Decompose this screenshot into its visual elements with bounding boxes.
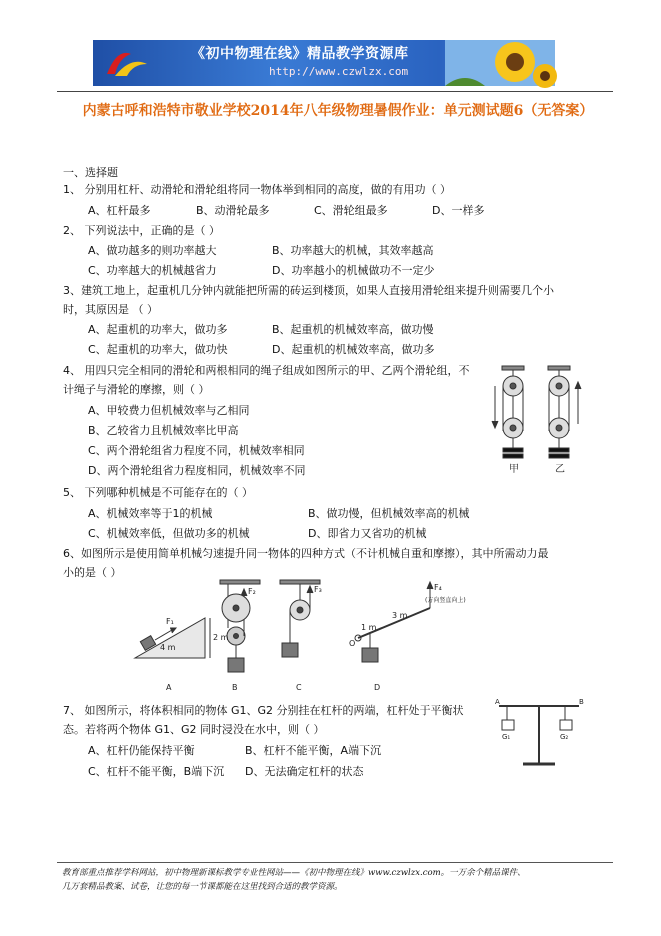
q7-label-g1: G₁ (502, 733, 511, 741)
section-heading: 一、选择题 (63, 166, 118, 179)
q6-label-f2: F₂ (248, 587, 256, 596)
q6-label-b: B (232, 683, 238, 692)
question-5-stem: 5、 下列哪种机械是不可能存在的（ ） (63, 486, 253, 499)
footer-line-2: 几万套精品教案、试卷，让您的每一节课都能在这里找到合适的教学资源。 (62, 882, 343, 892)
question-4-stem-line1: 4、 用四只完全相同的滑轮和两根相同的绳子组成如图所示的甲、乙两个滑轮组，不 (63, 364, 470, 377)
q5-option-d: D、即省力又省功的机械 (308, 527, 427, 540)
q6-machines-figure (130, 578, 466, 696)
question-1-stem: 1、 分别用杠杆、动滑轮和滑轮组将同一物体举到相同的高度，做的有用功（ ） (63, 183, 451, 196)
q1-option-a: A、杠杆最多 (88, 204, 151, 217)
q5-option-a: A、机械效率等于1的机械 (88, 507, 213, 520)
q4-option-d: D、两个滑轮组省力程度相同，机械效率不同 (88, 464, 306, 477)
question-6-stem-line2: 小的是（ ） (63, 566, 122, 579)
q1-option-d: D、一样多 (432, 204, 485, 217)
q4-label-jia: 甲 (509, 464, 519, 475)
q6-label-3m: 3 m (392, 611, 408, 620)
header-rule (57, 91, 613, 92)
sunflower-image (445, 40, 555, 86)
q5-option-b: B、做功慢，但机械效率高的机械 (308, 507, 470, 520)
q6-label-c: C (296, 683, 302, 692)
q4-option-a: A、甲较费力但机械效率与乙相同 (88, 404, 250, 417)
q7-option-b: B、杠杆不能平衡，A端下沉 (245, 744, 382, 757)
q7-option-d: D、无法确定杠杆的状态 (245, 765, 364, 778)
q4-label-yi: 乙 (555, 464, 565, 475)
q6-label-a: A (166, 683, 172, 692)
q4-option-b: B、乙较省力且机械效率比甲高 (88, 424, 239, 437)
q6-label-1m: 1 m (361, 623, 377, 632)
footer-line-1: 教育部重点推荐学科网站，初中物理新课标教学专业性网站——《初中物理在线》www.czwlzx.com。一万余个精品课件、 (62, 868, 526, 878)
q4-pulley-figure (488, 366, 588, 478)
question-4-stem-line2: 计绳子与滑轮的摩擦，则（ ） (63, 383, 210, 396)
question-2-stem: 2、 下列说法中，正确的是（ ） (63, 224, 220, 237)
q7-option-a: A、杠杆仍能保持平衡 (88, 744, 195, 757)
q6-label-4m: 4 m (160, 643, 176, 652)
document-title: 内蒙古呼和浩特市敬业学校2014年八年级物理暑假作业：单元测试题6（无答案） (82, 103, 594, 119)
q1-option-c: C、滑轮组最多 (314, 204, 388, 217)
question-6-stem-line1: 6、如图所示是使用简单机械匀速提升同一物体的四种方式（不计机械自重和摩擦），其中所需动力最 (63, 547, 549, 560)
q5-option-c: C、机械效率低，但做功多的机械 (88, 527, 250, 540)
question-3-stem-line1: 3、建筑工地上，起重机几分钟内就能把所需的砖运到楼顶，如果人直接用滑轮组来提升则需要几个小 (63, 284, 554, 297)
q7-label-a: A (495, 698, 500, 706)
q3-option-d: D、起重机的机械效率高，做功多 (272, 343, 435, 356)
q3-option-c: C、起重机的功率大，做功快 (88, 343, 228, 356)
banner-url[interactable]: http://www.czwlzx.com (269, 65, 409, 78)
q2-option-a: A、做功越多的则功率越大 (88, 244, 217, 257)
question-3-stem-line2: 时，其原因是 （ ） (63, 303, 158, 316)
q6-label-direction: (方向竖直向上) (425, 597, 466, 604)
q6-label-d: D (374, 683, 381, 692)
q1-option-b: B、动滑轮最多 (196, 204, 270, 217)
q2-option-b: B、功率越大的机械，其效率越高 (272, 244, 434, 257)
header-banner (93, 40, 555, 86)
q7-lever-figure (493, 698, 589, 774)
q6-label-o: O (349, 639, 356, 648)
q6-label-f1: F₁ (166, 617, 174, 626)
question-7-stem-line1: 7、 如图所示，将体积相同的物体 G1、G2 分别挂在杠杆的两端，杠杆处于平衡状 (63, 704, 464, 717)
q2-option-c: C、功率越大的机械越省力 (88, 264, 217, 277)
q6-label-f4: F₄ (434, 583, 442, 592)
q7-label-b: B (579, 698, 584, 706)
q4-option-c: C、两个滑轮组省力程度不同，机械效率相同 (88, 444, 305, 457)
footer-rule (57, 862, 613, 863)
q3-option-b: B、起重机的机械效率高，做功慢 (272, 323, 434, 336)
question-7-stem-line2: 态。若将两个物体 G1、G2 同时浸没在水中，则（ ） (63, 723, 325, 736)
q2-option-d: D、功率越小的机械做功不一定少 (272, 264, 435, 277)
q3-option-a: A、起重机的功率大，做功多 (88, 323, 228, 336)
banner-title: 《初中物理在线》精品教学资源库 (191, 46, 409, 62)
q7-option-c: C、杠杆不能平衡，B端下沉 (88, 765, 225, 778)
q6-label-f3: F₃ (314, 585, 322, 594)
site-logo (101, 44, 153, 82)
q6-label-2m: 2 m (213, 633, 229, 642)
q7-label-g2: G₂ (560, 733, 569, 741)
